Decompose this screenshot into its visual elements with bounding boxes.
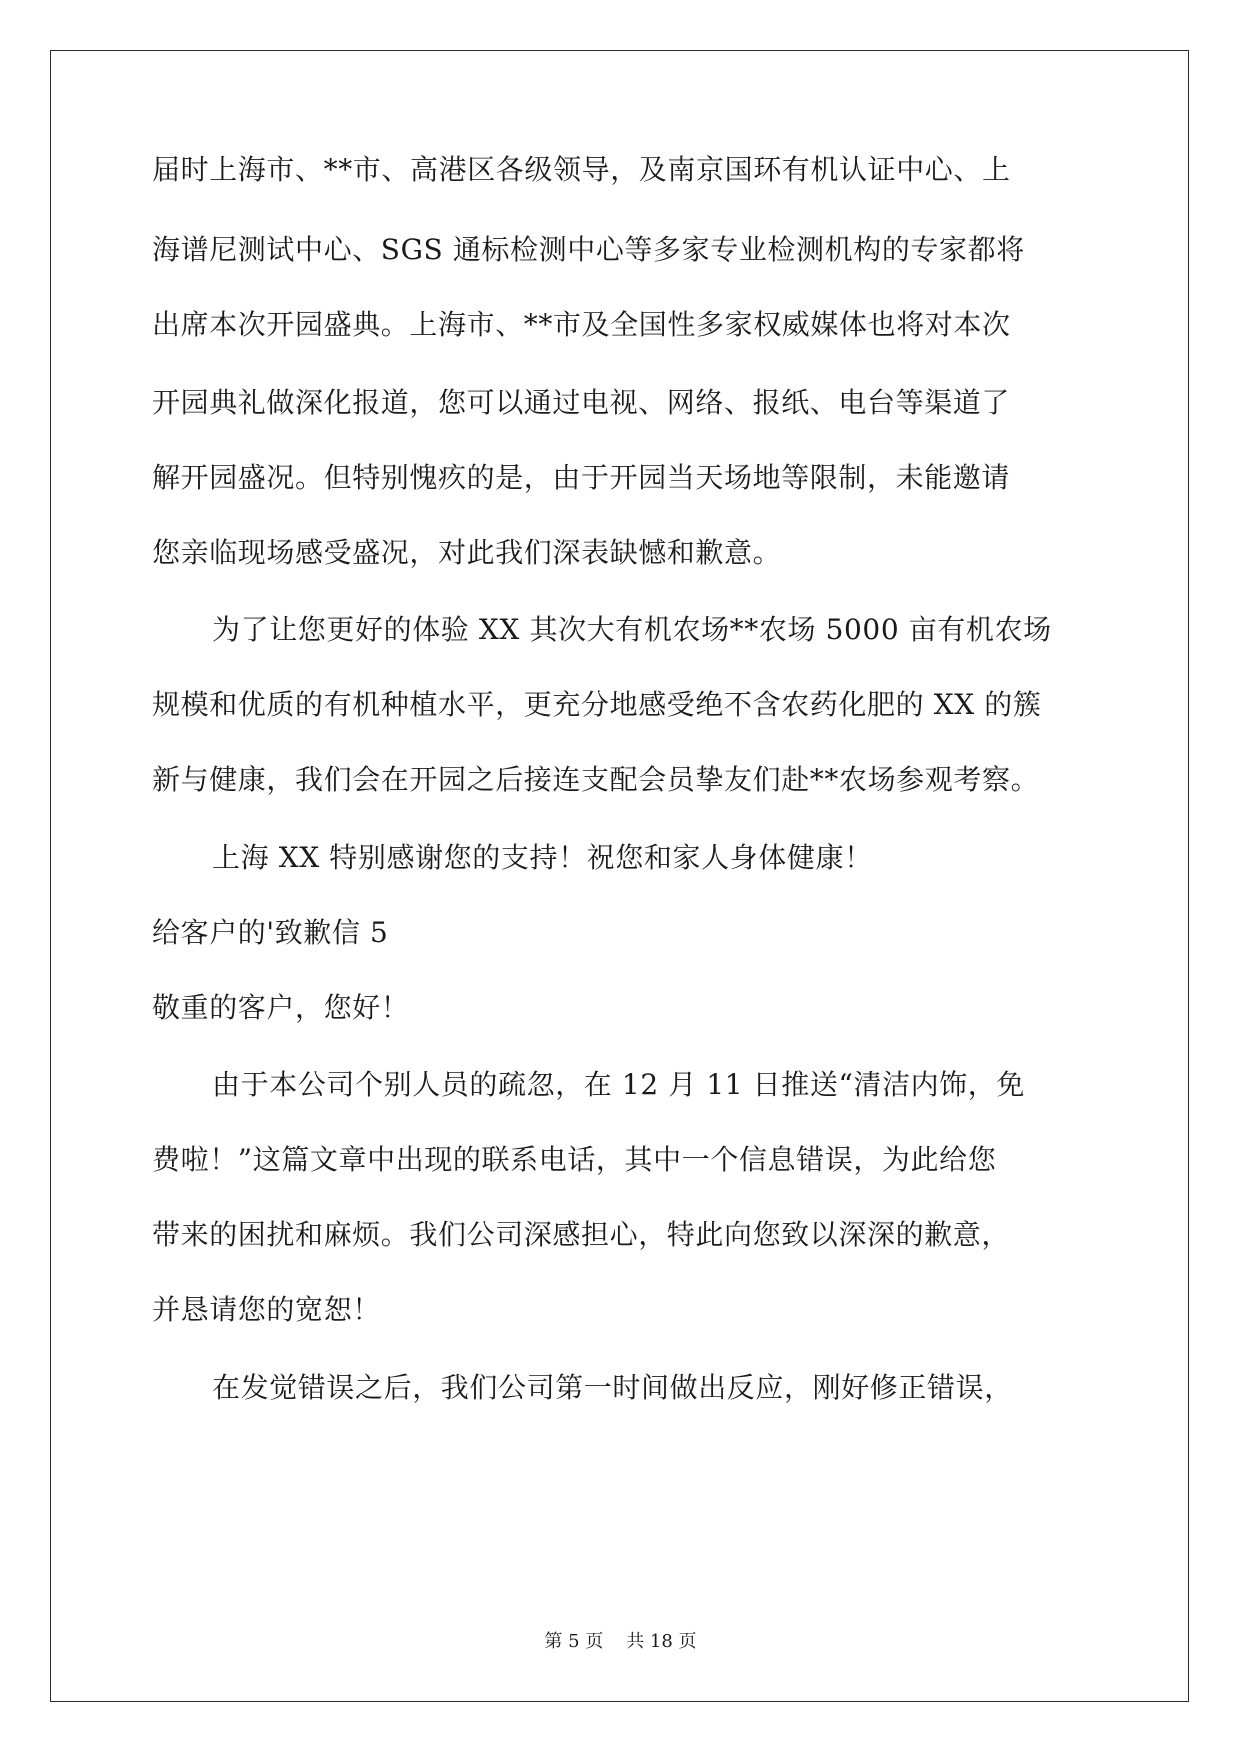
paragraph-line: 解开园盛况。但特别愧疚的是，由于开园当天场地等限制，未能邀请 <box>152 461 1011 494</box>
paragraph-line: 届时上海市、**市、高港区各级领导，及南京国环有机认证中心、上 <box>152 153 1011 186</box>
paragraph-line: 上海 XX 特别感谢您的支持！祝您和家人身体健康！ <box>212 841 873 874</box>
paragraph-line: 费啦！”这篇文章中出现的联系电话，其中一个信息错误，为此给您 <box>152 1143 997 1176</box>
paragraph-line: 为了让您更好的体验 XX 其次大有机农场**农场 5000 亩有机农场 <box>212 613 1052 646</box>
paragraph-line: 开园典礼做深化报道，您可以通过电视、网络、报纸、电台等渠道了 <box>152 386 1011 419</box>
paragraph-line: 并恳请您的宽恕！ <box>152 1293 381 1326</box>
paragraph-line: 在发觉错误之后，我们公司第一时间做出反应，刚好修正错误， <box>212 1371 1013 1404</box>
paragraph-line: 新与健康，我们会在开园之后接连支配会员挚友们赴**农场参观考察。 <box>152 763 1040 796</box>
paragraph-line: 规模和优质的有机种植水平，更充分地感受绝不含农药化肥的 XX 的簇 <box>152 688 1042 721</box>
paragraph-line: 您亲临现场感受盛况，对此我们深表缺憾和歉意。 <box>152 536 782 569</box>
section-heading: 给客户的'致歉信 5 <box>152 916 389 949</box>
paragraph-line: 由于本公司个别人员的疏忽，在 12 月 11 日推送“清洁内饰，免 <box>212 1068 1025 1101</box>
paragraph-line: 带来的困扰和麻烦。我们公司深感担心，特此向您致以深深的歉意， <box>152 1218 1011 1251</box>
page-number: 第 5 页 共 18 页 <box>544 1631 697 1652</box>
paragraph-line: 出席本次开园盛典。上海市、**市及全国性多家权威媒体也将对本次 <box>152 308 1011 341</box>
paragraph-line: 海谱尼测试中心、SGS 通标检测中心等多家专业检测机构的专家都将 <box>152 233 1025 266</box>
salutation: 敬重的客户，您好！ <box>152 991 410 1024</box>
